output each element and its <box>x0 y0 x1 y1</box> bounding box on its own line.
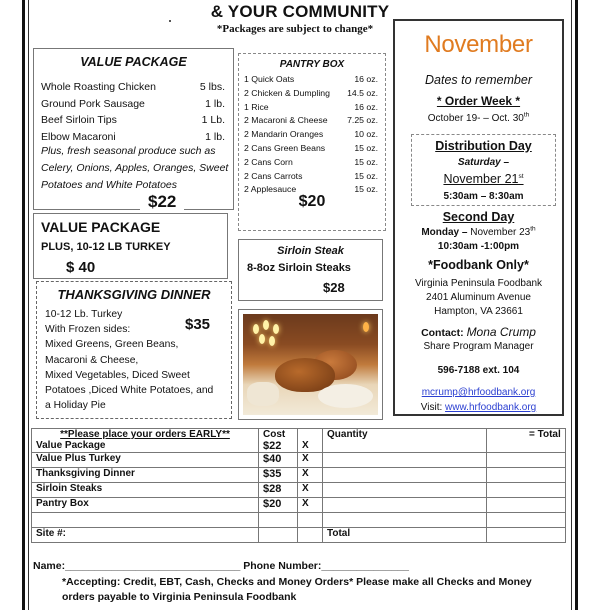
item-qty: 5 lbs. <box>199 81 225 93</box>
list-item <box>244 114 378 128</box>
candle-light <box>269 336 275 346</box>
description-line: Macaroni & Cheese, <box>45 354 139 366</box>
table-row <box>32 483 566 498</box>
total-input-cell[interactable] <box>487 483 566 498</box>
item-name: 1 Quick Oats <box>244 74 295 84</box>
website-link[interactable]: www.hrfoodbank.org <box>445 402 537 413</box>
item-label: Pantry Box <box>32 498 259 513</box>
value-plus-turkey-box <box>33 213 228 279</box>
item-name: 2 Chicken & Dumpling <box>244 87 330 98</box>
stray-dot <box>169 20 171 22</box>
pantry-box-title: PANTRY BOX <box>279 59 345 70</box>
candle-light <box>259 334 265 344</box>
table-row <box>32 453 566 468</box>
value-package-produce: Plus, fresh seasonal produce such as Celery, Onions, Apples, Oranges, Sweet Potatoes and White Potatoes <box>41 145 229 191</box>
cost-value: $22 <box>263 440 282 452</box>
list-item <box>41 112 225 129</box>
item-label: Sirloin Steaks <box>32 483 259 498</box>
contact <box>395 325 562 339</box>
multiply-mark: X <box>298 498 323 513</box>
multiply-mark: X <box>298 483 323 498</box>
list-item <box>244 142 378 156</box>
multiply-mark: X <box>298 453 323 468</box>
candle-light <box>273 324 279 334</box>
quantity-header: Quantity <box>327 429 368 440</box>
value-plus-turkey-subtitle: PLUS, 10-12 LB TURKEY <box>41 241 171 253</box>
total-input-cell[interactable] <box>487 498 566 513</box>
description-line: a Holiday Pie <box>45 400 106 412</box>
address-line: Hampton, VA 23661 <box>434 306 523 317</box>
table-header-row <box>32 429 566 453</box>
quantity-input-cell[interactable] <box>323 468 487 483</box>
sirloin-steak-title: Sirloin Steak <box>277 245 344 257</box>
multiply-mark: X <box>298 468 323 483</box>
x-cell <box>298 429 323 453</box>
packages-note: *Packages are subject to change* <box>216 23 374 35</box>
thanksgiving-photo-frame <box>238 309 383 420</box>
ordinal-suffix: th <box>530 225 536 233</box>
contact-phone: 596-7188 ext. 104 <box>437 365 520 376</box>
item-name: 2 Mandarin Oranges <box>244 129 324 140</box>
visit-label: Visit: <box>420 402 446 413</box>
order-early-cell <box>32 429 259 453</box>
date-text: November 23 <box>467 227 531 238</box>
distribution-day-title: Distribution Day <box>435 139 532 153</box>
pantry-box-items <box>244 73 378 197</box>
side-dish-plate <box>247 382 279 406</box>
order-week-dates <box>395 113 562 124</box>
candle-light <box>253 324 259 334</box>
distribution-day-date <box>412 172 555 186</box>
thanksgiving-dinner-photo <box>243 314 378 415</box>
side-dish-plate <box>318 384 373 408</box>
distribution-day-box <box>411 134 556 206</box>
item-name: 2 Cans Carrots <box>244 170 303 181</box>
item-name: 1 Rice <box>244 101 269 112</box>
list-item <box>244 73 378 87</box>
description-line: With Frozen sides: <box>45 324 131 336</box>
cost-value: $28 <box>259 483 298 498</box>
list-item <box>244 87 378 101</box>
quantity-input-cell[interactable] <box>323 453 487 468</box>
value-package-items <box>41 79 225 145</box>
total-label: Total <box>323 528 487 543</box>
description-line: Mixed Vegetables, Diced Sweet <box>45 369 190 381</box>
payment-note: *Accepting: Credit, EBT, Cash, Checks and Money Orders* Please make all Checks and Money orders payable to Virginia Peninsula Foodbank <box>62 576 532 603</box>
list-item <box>244 101 378 115</box>
cost-value: $40 <box>259 453 298 468</box>
item-qty: 15 oz. <box>354 170 378 181</box>
list-item <box>244 156 378 170</box>
cost-value: $20 <box>259 498 298 513</box>
pantry-box <box>238 53 386 231</box>
contact-label: Contact: <box>421 327 467 339</box>
item-qty: 1 lb. <box>205 130 225 143</box>
description-line: Potatoes ,Diced White Potatoes, and <box>45 385 214 397</box>
order-week-range: October 19- – Oct. 30 <box>427 113 524 124</box>
ordinal-suffix: st <box>518 172 524 180</box>
item-name: 2 Cans Corn <box>244 156 293 167</box>
contact-role: Share Program Manager <box>423 341 534 352</box>
blank-cell <box>487 513 566 528</box>
list-item <box>41 79 225 96</box>
value-plus-turkey-title: VALUE PACKAGE <box>41 219 161 235</box>
sirloin-steak-box <box>238 239 383 301</box>
quantity-input-cell[interactable] <box>323 498 487 513</box>
item-name: 2 Applesauce <box>244 184 297 195</box>
blank-cell <box>298 513 323 528</box>
pantry-box-price: $20 <box>298 193 326 210</box>
total-input-cell[interactable] <box>487 429 566 453</box>
item-name: 2 Cans Green Beans <box>244 142 326 153</box>
date-text: November 21 <box>443 172 519 186</box>
page-title: & YOUR COMMUNITY <box>210 2 390 21</box>
item-name: 2 Macaroni & Cheese <box>244 115 328 126</box>
item-qty: 15 oz. <box>354 142 378 153</box>
item-qty: 1 Lb. <box>201 114 225 126</box>
grand-total-input-cell[interactable] <box>487 528 566 543</box>
item-name: Beef Sirloin Tips <box>41 114 117 126</box>
cost-header: Cost <box>263 429 286 440</box>
item-name: Ground Pork Sausage <box>41 97 145 110</box>
order-form-table <box>31 428 566 543</box>
foodbank-only-label: *Foodbank Only* <box>428 258 529 272</box>
blank-cell <box>298 528 323 543</box>
distribution-day-weekday: Saturday – <box>457 157 510 168</box>
sirloin-steak-price: $28 <box>323 280 345 295</box>
thanksgiving-dinner-box <box>36 281 232 419</box>
item-qty: 15 oz. <box>354 156 378 167</box>
blank-cell <box>32 513 259 528</box>
item-qty: 16 oz. <box>354 101 378 112</box>
order-week-label: * Order Week * <box>436 94 521 108</box>
value-package-title: VALUE PACKAGE <box>80 55 187 69</box>
second-day-title: Second Day <box>442 210 515 224</box>
address-line: Virginia Peninsula Foodbank <box>414 278 543 289</box>
sirloin-steak-subtitle: 8-8oz Sirloin Steaks <box>247 262 351 274</box>
blank-cell <box>323 513 487 528</box>
contact-name: Mona Crump <box>466 325 536 339</box>
thanksgiving-dinner-price: $35 <box>185 316 211 333</box>
table-row <box>32 468 566 483</box>
month-title: November <box>424 31 533 58</box>
value-plus-turkey-price: $ 40 <box>66 259 96 276</box>
cost-value: $35 <box>259 468 298 483</box>
total-header: = Total <box>529 429 561 440</box>
distribution-day-time: 5:30am – 8:30am <box>443 191 524 202</box>
candle-light <box>263 320 269 330</box>
total-input-cell[interactable] <box>487 453 566 468</box>
item-qty: 14.5 oz. <box>347 87 378 98</box>
description-line: Mixed Greens, Green Beans, <box>45 339 179 351</box>
multiply-mark: X <box>302 440 309 451</box>
item-label: Thanksgiving Dinner <box>32 468 259 483</box>
cost-cell <box>259 429 298 453</box>
item-label: Value Package <box>36 440 106 451</box>
total-input-cell[interactable] <box>487 468 566 483</box>
november-info-panel <box>393 19 564 416</box>
table-row-site <box>32 528 566 543</box>
item-name: Whole Roasting Chicken <box>41 81 156 93</box>
name-phone-fields[interactable]: Name:______________________________ Phone Number:_______________ <box>33 560 409 572</box>
ordinal-suffix: th <box>523 111 530 119</box>
table-row-blank <box>32 513 566 528</box>
value-package-price: $22 <box>140 193 184 211</box>
item-qty: 1 lb. <box>205 97 225 110</box>
dates-header: Dates to remember <box>425 73 532 87</box>
site-input-cell[interactable] <box>32 528 259 543</box>
list-item <box>244 170 378 184</box>
visit-line <box>395 402 562 413</box>
address-line: 2401 Aluminum Avenue <box>426 292 531 303</box>
item-qty: 15 oz. <box>354 184 378 195</box>
blank-cell <box>259 528 298 543</box>
thanksgiving-dinner-title: THANKSGIVING DINNER <box>57 287 211 302</box>
item-qty: 16 oz. <box>354 74 378 84</box>
candle-light <box>363 322 369 332</box>
value-package-box <box>33 48 234 210</box>
weekday: Monday – <box>421 227 468 238</box>
list-item <box>244 128 378 142</box>
quantity-input-cell[interactable] <box>323 429 487 453</box>
item-qty: 7.25 oz. <box>347 115 378 126</box>
item-name: Elbow Macaroni <box>41 130 116 143</box>
address <box>395 277 562 319</box>
quantity-input-cell[interactable] <box>323 483 487 498</box>
second-day-date <box>395 227 562 238</box>
item-label: Value Plus Turkey <box>32 453 259 468</box>
list-item <box>41 96 225 113</box>
order-early-label: **Please place your orders EARLY** <box>60 429 230 440</box>
second-day-time: 10:30am -1:00pm <box>437 241 520 252</box>
blank-cell <box>259 513 298 528</box>
item-qty: 10 oz. <box>354 129 378 140</box>
site-label: Site #: <box>36 528 67 539</box>
description-line: 10-12 Lb. Turkey <box>45 309 123 320</box>
email-link[interactable]: mcrump@hrfoodbank.org <box>421 387 536 398</box>
table-row <box>32 498 566 513</box>
